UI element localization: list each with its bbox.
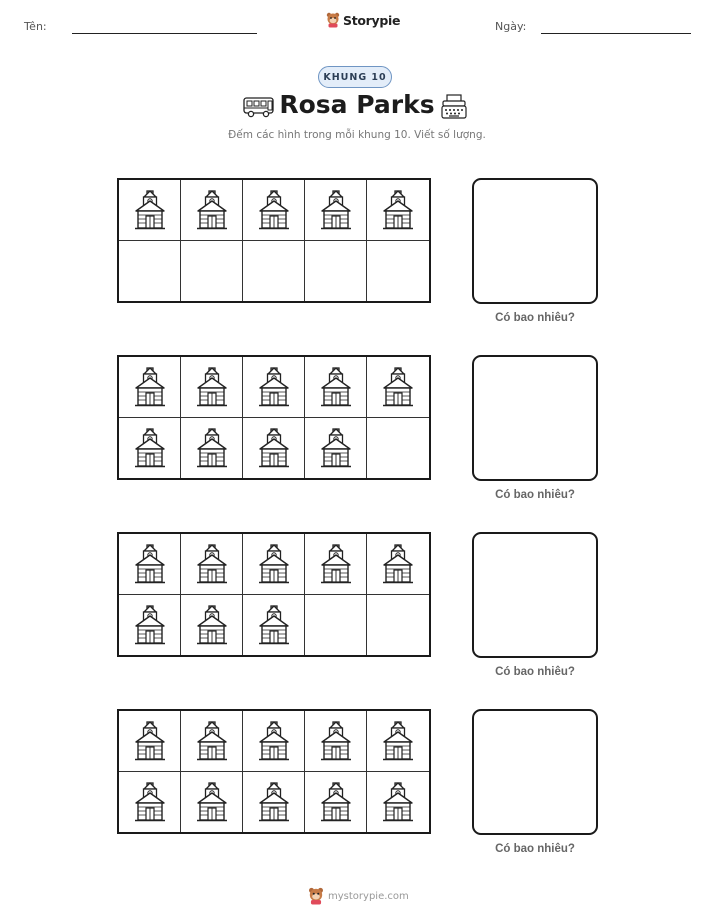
schoolhouse-icon bbox=[320, 781, 352, 823]
schoolhouse-icon bbox=[258, 781, 290, 823]
name-field-line[interactable] bbox=[72, 33, 257, 34]
storypie-mascot-icon bbox=[326, 12, 340, 28]
worksheet-title: Rosa Parks bbox=[279, 90, 435, 119]
ten-frame-cell bbox=[305, 595, 367, 656]
schoolhouse-icon bbox=[134, 427, 166, 469]
ten-frame-4 bbox=[117, 709, 431, 834]
ten-frame-cell bbox=[367, 241, 429, 302]
ten-frame-cell bbox=[243, 180, 305, 241]
typewriter-icon bbox=[440, 93, 468, 121]
ten-frame-cell bbox=[181, 418, 243, 479]
ten-frame-cell bbox=[119, 534, 181, 595]
schoolhouse-icon bbox=[382, 366, 414, 408]
ten-frame-cell bbox=[367, 772, 429, 833]
schoolhouse-icon bbox=[320, 543, 352, 585]
footer bbox=[308, 887, 409, 905]
ten-frame-cell bbox=[181, 534, 243, 595]
ten-frame-cell bbox=[243, 772, 305, 833]
schoolhouse-icon bbox=[134, 781, 166, 823]
schoolhouse-icon bbox=[196, 604, 228, 646]
name-label: Tên: bbox=[24, 20, 47, 33]
ten-frame-cell bbox=[305, 241, 367, 302]
brand-name: Storypie bbox=[343, 12, 401, 28]
storypie-logo bbox=[326, 12, 400, 28]
schoolhouse-icon bbox=[196, 427, 228, 469]
ten-frame-cell bbox=[305, 772, 367, 833]
schoolhouse-icon bbox=[258, 604, 290, 646]
schoolhouse-icon bbox=[196, 366, 228, 408]
date-field-line[interactable] bbox=[541, 33, 691, 34]
ten-frame-cell bbox=[119, 711, 181, 772]
ten-frame-cell bbox=[243, 357, 305, 418]
schoolhouse-icon bbox=[320, 366, 352, 408]
schoolhouse-icon bbox=[320, 189, 352, 231]
ten-frame-cell bbox=[119, 772, 181, 833]
ten-frame-cell bbox=[305, 357, 367, 418]
ten-frame-cell bbox=[243, 418, 305, 479]
ten-frame-cell bbox=[181, 772, 243, 833]
ten-frame-cell bbox=[181, 357, 243, 418]
schoolhouse-icon bbox=[196, 781, 228, 823]
ten-frame-cell bbox=[119, 595, 181, 656]
answer-box-3[interactable] bbox=[472, 532, 598, 658]
ten-frame-3 bbox=[117, 532, 431, 657]
ten-frame-cell bbox=[243, 241, 305, 302]
schoolhouse-icon bbox=[258, 189, 290, 231]
answer-box-1[interactable] bbox=[472, 178, 598, 304]
storypie-mascot-icon bbox=[308, 887, 324, 905]
ten-frame-cell bbox=[367, 711, 429, 772]
answer-prompt: Có bao nhiêu? bbox=[495, 843, 575, 855]
schoolhouse-icon bbox=[134, 720, 166, 762]
answer-box-2[interactable] bbox=[472, 355, 598, 481]
schoolhouse-icon bbox=[258, 720, 290, 762]
answer-prompt: Có bao nhiêu? bbox=[495, 666, 575, 678]
answer-prompt: Có bao nhiêu? bbox=[495, 489, 575, 501]
ten-frame-cell bbox=[181, 180, 243, 241]
ten-frame-2 bbox=[117, 355, 431, 480]
footer-url: mystorypie.com bbox=[328, 890, 409, 902]
answer-prompt: Có bao nhiêu? bbox=[495, 312, 575, 324]
ten-frame-cell bbox=[181, 595, 243, 656]
ten-frame-cell bbox=[119, 180, 181, 241]
ten-frame-cell bbox=[119, 357, 181, 418]
schoolhouse-icon bbox=[134, 604, 166, 646]
ten-frame-cell bbox=[243, 534, 305, 595]
schoolhouse-icon bbox=[196, 720, 228, 762]
schoolhouse-icon bbox=[134, 543, 166, 585]
worksheet-badge: KHUNG 10 bbox=[318, 66, 392, 88]
ten-frame-cell bbox=[181, 241, 243, 302]
schoolhouse-icon bbox=[134, 366, 166, 408]
ten-frame-cell bbox=[181, 711, 243, 772]
schoolhouse-icon bbox=[134, 189, 166, 231]
ten-frame-cell bbox=[305, 711, 367, 772]
ten-frame-cell bbox=[367, 180, 429, 241]
ten-frame-cell bbox=[243, 711, 305, 772]
ten-frame-cell bbox=[119, 241, 181, 302]
date-label: Ngày: bbox=[495, 20, 527, 33]
schoolhouse-icon bbox=[382, 720, 414, 762]
schoolhouse-icon bbox=[258, 543, 290, 585]
ten-frame-cell bbox=[367, 357, 429, 418]
schoolhouse-icon bbox=[320, 720, 352, 762]
ten-frame-cell bbox=[367, 595, 429, 656]
schoolhouse-icon bbox=[382, 189, 414, 231]
schoolhouse-icon bbox=[258, 427, 290, 469]
instructions: Đếm các hình trong mỗi khung 10. Viết số lượng. bbox=[228, 129, 486, 141]
ten-frame-cell bbox=[305, 534, 367, 595]
ten-frame-cell bbox=[367, 418, 429, 479]
schoolhouse-icon bbox=[196, 189, 228, 231]
schoolhouse-icon bbox=[382, 543, 414, 585]
answer-box-4[interactable] bbox=[472, 709, 598, 835]
schoolhouse-icon bbox=[382, 781, 414, 823]
schoolhouse-icon bbox=[320, 427, 352, 469]
ten-frame-cell bbox=[305, 180, 367, 241]
ten-frame-cell bbox=[367, 534, 429, 595]
ten-frame-cell bbox=[243, 595, 305, 656]
ten-frame-cell bbox=[305, 418, 367, 479]
ten-frame-1 bbox=[117, 178, 431, 303]
schoolhouse-icon bbox=[196, 543, 228, 585]
ten-frame-cell bbox=[119, 418, 181, 479]
schoolhouse-icon bbox=[258, 366, 290, 408]
